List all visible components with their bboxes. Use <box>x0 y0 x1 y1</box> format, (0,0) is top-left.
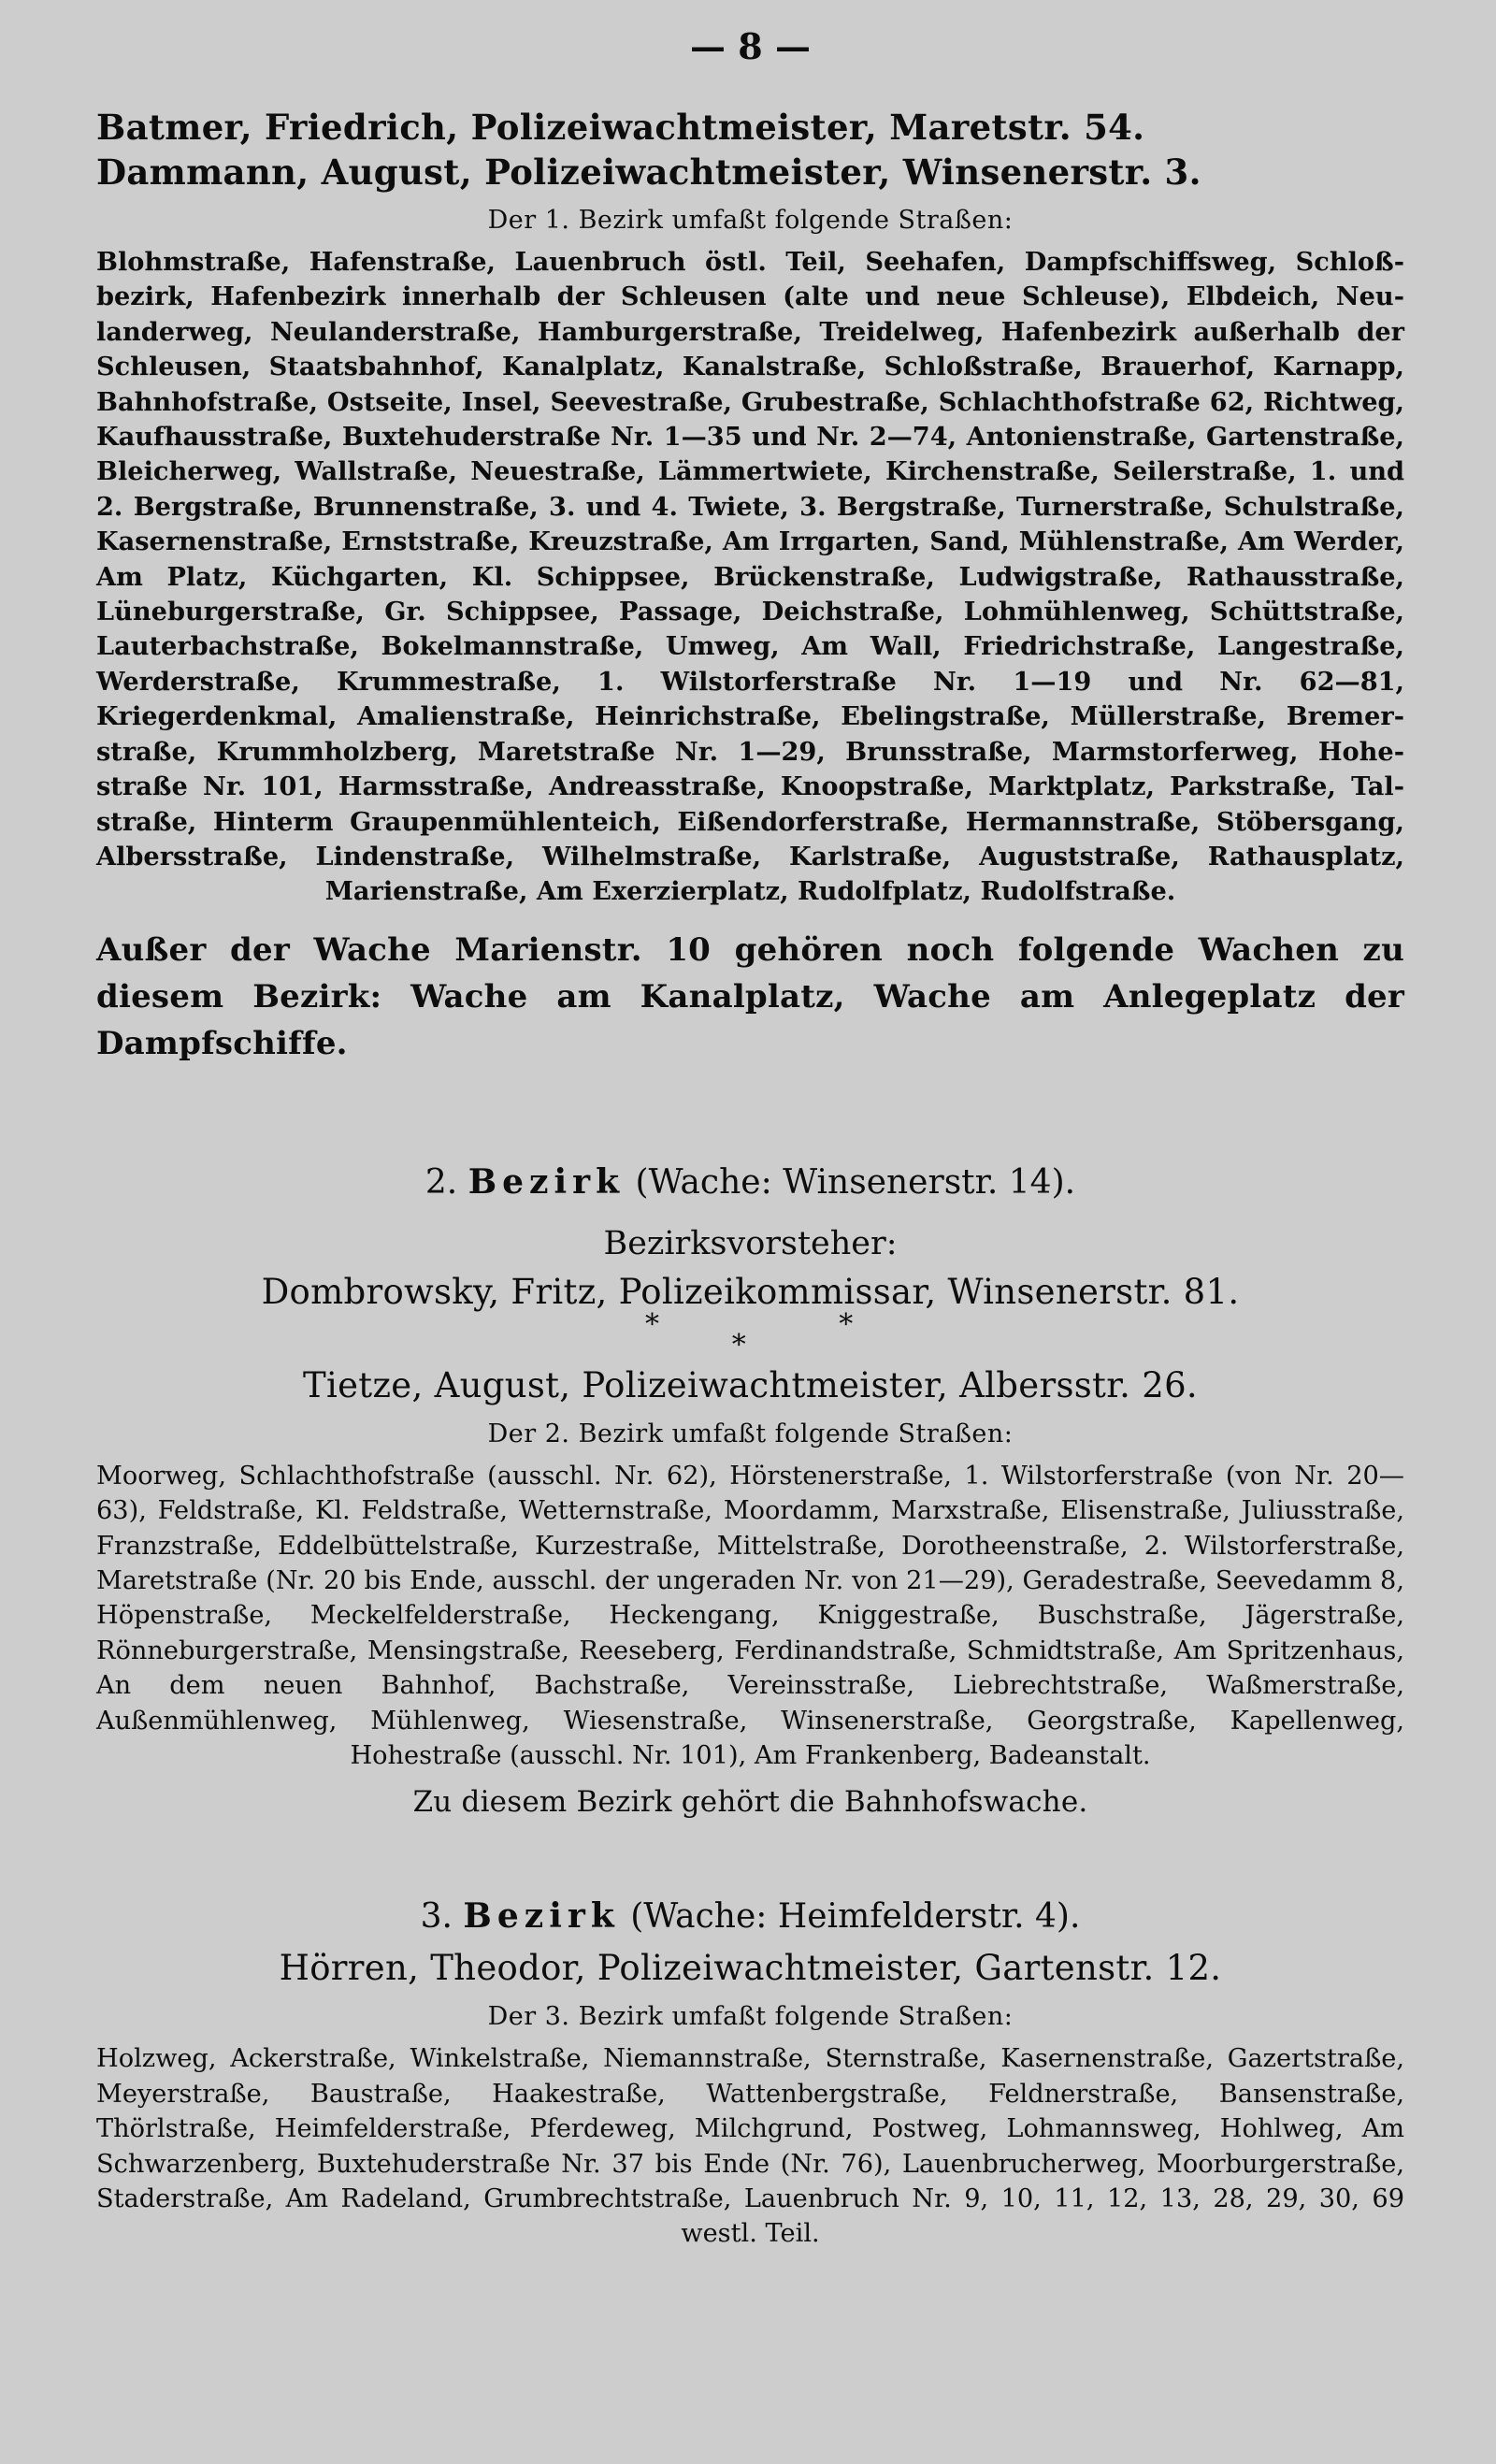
district-station: (Wache: Winsenerstr. 14). <box>635 1162 1076 1202</box>
officer-entry: Tietze, August, Polizeiwachtmeister, Albersstr. 26. <box>302 1364 1198 1405</box>
officer-entry: Batmer, Friedrich, Polizeiwachtmeister, Maretstr. 54. <box>96 107 1145 148</box>
district-station: (Wache: Heimfelderstr. 4). <box>630 1897 1081 1937</box>
street-list: Moorweg, Schlachthofstraße (ausschl. Nr. 62), Hörstenerstraße, 1. Wilstorferstraße (von Nr. 20—63), Feldstraße, Kl. Feldstraße, Wetternstraße, Moordamm, Marxstraße, Elisenstraße, Juliusstraße, Franzstraße, Eddelbüttelstraße, Kurzestraße, Mittelstraße, Dorotheenstraße, 2. Wilstorferstraße, Maretstraße (Nr. 20 bis Ende, ausschl. der ungeraden Nr. von 21—29), Geradestraße, Seevedamm 8, Höpenstraße, Meckelfelderstraße, Heckengang, Kniggestraße, Buschstraße, Jägerstraße, Rönneburgerstraße, Mensingstraße, Reeseberg, Ferdinandstraße, Schmidtstraße, Am Spritzenhaus, An dem neuen Bahnhof, Bachstraße, Vereinsstraße, Liebrechtstraße, Waßmerstraße, Außenmühlenweg, Mühlenweg, Wiesenstraße, Winsenerstraße, Georgstraße, Kapellenweg, Hohestraße (ausschl. Nr. 101), Am Frankenberg, Badeanstalt. <box>96 1461 1404 1770</box>
district-1-section <box>96 105 1404 1067</box>
officer-entry: Dammann, August, Polizeiwachtmeister, Winsenerstr. 3. <box>96 151 1201 193</box>
street-list-heading: Der 3. Bezirk umfaßt folgende Straßen: <box>487 2002 1014 2032</box>
street-list: Blohmstraße, Hafenstraße, Lauenbruch östl. Teil, Seehafen, Dampfschiffsweg, Schloßbezirk, Hafenbezirk innerhalb der Schleusen (alte und neue Schleuse), Elbdeich, Neulanderweg, Neulanderstraße, Hamburgerstraße, Treidelweg, Hafenbezirk außerhalb der Schleusen, Staatsbahnhof, Kanalplatz, Kanalstraße, Schloßstraße, Brauerhof, Karnapp, Bahnhofstraße, Ostseite, Insel, Seevestraße, Grubestraße, Schlachthofstraße 62, Richtweg, Kaufhausstraße, Buxtehuderstraße Nr. 1—35 und Nr. 2—74, Antonienstraße, Gartenstraße, Bleicherweg, Wallstraße, Neuestraße, Lämmertwiete, Kirchenstraße, Seilerstraße, 1. und 2. Bergstraße, Brunnenstraße, 3. und 4. Twiete, 3. Bergstraße, Turnerstraße, Schulstraße, Kasernenstraße, Ernststraße, Kreuzstraße, Am Irrgarten, Sand, Mühlenstraße, Am Werder, Am Platz, Küchgarten, Kl. Schippsee, Brückenstraße, Ludwigstraße, Rathausstraße, Lüneburgerstraße, Gr. Schippsee, Passage, Deichstraße, Lohmühlenweg, Schüttstraße, Lauterbachstraße, Bokelmannstraße, Umweg, Am Wall, Friedrichstraße, Langestraße, Werderstraße, Krummestraße, 1. Wilstorferstraße Nr. 1—19 und Nr. 62—81, Kriegerdenkmal, Amalienstraße, Heinrichstraße, Ebelingstraße, Müllerstraße, Bremerstraße, Krummholzberg, Maretstraße Nr. 1—29, Brunsstraße, Marmstorferweg, Hohestraße Nr. 101, Harmsstraße, Andreasstraße, Knoopstraße, Marktplatz, Parkstraße, Talstraße, Hinterm Graupenmühlenteich, Eißendorferstraße, Hermannstraße, Stöbersgang, Albersstraße, Lindenstraße, Wilhelmstraße, Karlstraße, Auguststraße, Rathausplatz, Marienstraße, Am Exerzierplatz, Rudolfplatz, Rudolfstraße. <box>96 247 1404 907</box>
street-list-heading: Der 1. Bezirk umfaßt folgende Straßen: <box>487 206 1014 235</box>
district-number: 2. <box>424 1162 458 1202</box>
guard-note: Zu diesem Bezirk gehört die Bahnhofswache. <box>412 1785 1088 1820</box>
guard-note: Außer der Wache Marienstr. 10 gehören noch folgende Wachen zu diesem Bezirk: Wache am Kanalplatz, Wache am Anlegeplatz der Dampfschiffe. <box>96 930 1404 1062</box>
district-2-section <box>96 1159 1404 1826</box>
street-list: Holzweg, Ackerstraße, Winkelstraße, Niemannstraße, Sternstraße, Kasernenstraße, Gazertstraße, Meyerstraße, Baustraße, Haakestraße, Wattenbergstraße, Feldnerstraße, Bansenstraße, Thörlstraße, Heimfelderstraße, Pferdeweg, Milchgrund, Postweg, Lohmannsweg, Hohlweg, Am Schwarzenberg, Buxtehuderstraße Nr. 37 bis Ende (Nr. 76), Lauenbrucherweg, Moorburgerstraße, Staderstraße, Am Radeland, Grumbrechtstraße, Lauenbruch Nr. 9, 10, 11, 12, 13, 28, 29, 30, 69 westl. Teil. <box>96 2044 1404 2249</box>
district-number: 3. <box>420 1897 453 1937</box>
page-number: — 8 — <box>690 25 811 67</box>
officer-entry: Hörren, Theodor, Polizeiwachtmeister, Gartenstr. 12. <box>279 1948 1222 1989</box>
separator-stars <box>96 1307 1404 1362</box>
district-head-entry: Dombrowsky, Fritz, Polizeikommissar, Winsenerstr. 81. <box>261 1271 1240 1312</box>
district-title <box>96 1893 1404 1940</box>
district-title <box>96 1159 1404 1206</box>
district-head-label: Bezirksvorsteher: <box>603 1224 898 1262</box>
district-word: Bezirk <box>463 1896 620 1937</box>
separator-star: * <box>731 1328 746 1362</box>
district-3-section <box>96 1893 1404 2251</box>
district-word: Bezirk <box>468 1161 626 1202</box>
separator-star: * <box>839 1307 854 1341</box>
separator-star: * <box>645 1307 659 1341</box>
street-list-heading: Der 2. Bezirk umfaßt folgende Straßen: <box>487 1419 1014 1448</box>
